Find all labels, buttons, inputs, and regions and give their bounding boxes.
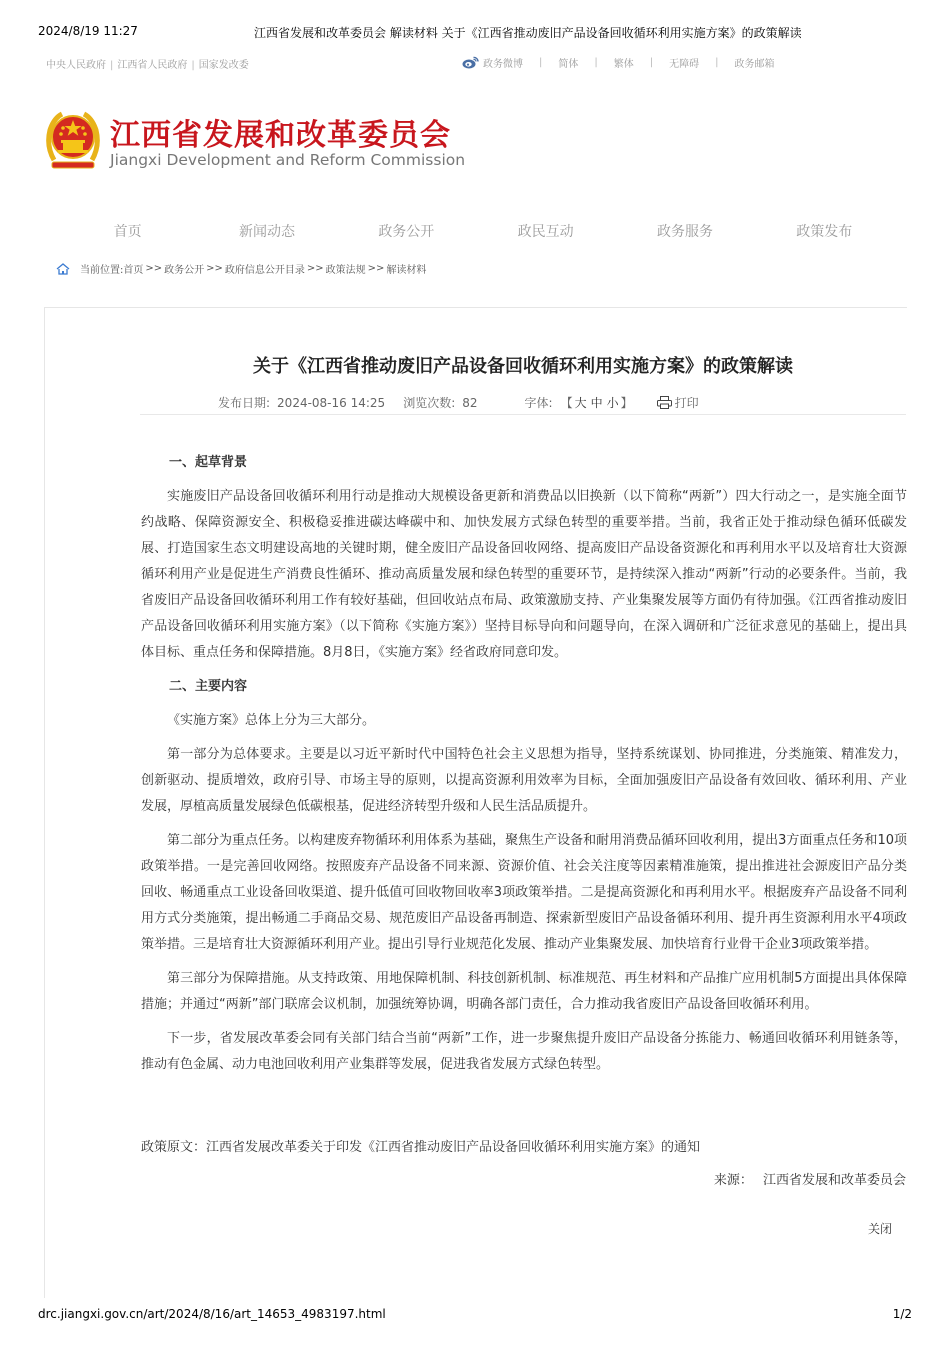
paragraph: 下一步，省发展改革委会同有关部门结合当前“两新”工作，进一步聚焦提升废旧产品设备分拣能力、畅通回收循环利用链条等，推动有色金属、动力电池回收利用产业集群等发展，促进我省发展方式绿色转型。 bbox=[141, 1031, 907, 1072]
paragraph: 实施废旧产品设备回收循环利用行动是推动大规模设备更新和消费品以旧换新（以下简称“两新”）四大行动之一，是实施全面节约战略、保障资源安全、积极稳妥推进碳达峰碳中和、加快发展方式绿色转型的重要举措。当前，我省正处于推动绿色循环低碳发展、打造国家生态文明建设高地的关键时期，健全废旧产品设备回收网络、提高废旧产品设备资源化和再利用水平以及培育壮大资源循环利用产业是促进生产消费良性循环、推动高质量发展和绿色转型的重要环节，是持续深入推动“两新”行动的必要条件。当前，我省废旧产品设备回收循环利用工作有较好基础，但回收站点布局、政策激励支持、产业集聚发展等方面仍有待加强。《江西省推动废旧产品设备回收循环利用实施方案》（以下简称《实施方案》）坚持目标导向和问题导向，在深入调研和广泛征求意见的基础上，提出具体目标、重点任务和保障措施。8月8日，《实施方案》经省政府同意印发。 bbox=[141, 489, 907, 660]
font-size-medium-button[interactable]: 中 bbox=[590, 396, 603, 410]
font-bracket-close: 】 bbox=[620, 396, 633, 410]
article-title: 关于《江西省推动废旧产品设备回收循环利用实施方案》的政策解读 bbox=[253, 356, 793, 377]
breadcrumb-home[interactable]: 首页 bbox=[123, 265, 144, 276]
font-size-label: 字体: bbox=[524, 396, 553, 410]
top-link-central-gov[interactable]: 中央人民政府 bbox=[46, 60, 106, 71]
tool-accessibility[interactable]: 无障碍 bbox=[669, 59, 700, 70]
views-count: 82 bbox=[462, 395, 478, 410]
font-size-large-button[interactable]: 大 bbox=[574, 396, 587, 410]
policy-original bbox=[141, 1136, 700, 1155]
weibo-icon bbox=[462, 56, 479, 69]
site-logo[interactable] bbox=[44, 108, 464, 178]
policy-original-label: 政策原文： bbox=[141, 1140, 207, 1155]
paragraph: 第一部分为总体要求。主要是以习近平新时代中国特色社会主义思想为指导，坚持系统谋划、协同推进，分类施策、精准发力，创新驱动、提质增效，政府引导、市场主导的原则，以提高资源利用效率为目标，全面加强废旧产品设备有效回收、循环利用、产业发展，厚植高质量发展绿色低碳根基，促进经济转型升级和人民生活品质提升。 bbox=[141, 747, 907, 814]
nav-item-news[interactable]: 新闻动态 bbox=[238, 224, 295, 240]
site-name-en: Jiangxi Development and Reform Commission bbox=[110, 151, 466, 169]
article-meta bbox=[218, 394, 699, 411]
font-bracket-open: 【 bbox=[560, 396, 573, 410]
breadcrumb-prefix: 当前位置: bbox=[80, 265, 124, 276]
top-link-ndrc[interactable]: 国家发改委 bbox=[198, 60, 249, 71]
meta-divider bbox=[140, 414, 906, 415]
paragraph: 《实施方案》总体上分为三大部分。 bbox=[167, 713, 376, 728]
paragraph: 第二部分为重点任务。以构建废弃物循环利用体系为基础，聚焦生产设备和耐用消费品循环回收利用，提出3方面重点任务和10项政策举措。一是完善回收网络。按照废弃产品设备不同来源、资源价值、社会关注度等因素精准施策，提出推进社会源废旧产品分类回收、畅通重点工业设备回收渠道、提升低值可回收物回收率3项政策举措。二是提高资源化和再利用水平。根据废弃产品设备不同利用方式分类施策，提出畅通二手商品交易、规范废旧产品设备再制造、探索新型废旧产品设备循环利用、提升再生资源利用水平4项政策举措。三是培育壮大资源循环利用产业。提出引导行业规范化发展、推动产业集聚发展、加快培育行业骨干企业3项政策举措。 bbox=[141, 833, 907, 952]
print-url: drc.jiangxi.gov.cn/art/2024/8/16/art_14653_4983197.html bbox=[38, 1307, 386, 1321]
printer-icon bbox=[657, 396, 672, 409]
nav-item-interaction[interactable]: 政民互动 bbox=[517, 224, 574, 240]
paragraph: 第三部分为保障措施。从支持政策、用地保障机制、科技创新机制、标准规范、再生材料和产品推广应用机制5方面提出具体保障措施；并通过“两新”部门联席会议机制，加强统筹协调，明确各部门责任，合力推动我省废旧产品设备回收循环利用。 bbox=[141, 971, 907, 1012]
home-icon bbox=[56, 263, 70, 275]
nav-item-gov-affairs-open[interactable]: 政务公开 bbox=[378, 224, 435, 240]
nav-item-home[interactable]: 首页 bbox=[113, 224, 142, 240]
tool-simplified[interactable]: 简体 bbox=[558, 59, 579, 70]
section-heading-main-content: 二、主要内容 bbox=[169, 679, 248, 694]
breadcrumb-info-catalog[interactable]: 政府信息公开目录 bbox=[224, 265, 305, 276]
breadcrumb-interpretation[interactable]: 解读材料 bbox=[386, 265, 427, 276]
main-nav bbox=[58, 221, 894, 241]
top-tools: 政务微博 | 简体 | 繁体 | 无障碍 | 政务邮箱 bbox=[462, 55, 775, 70]
print-button[interactable]: 打印 bbox=[657, 394, 699, 411]
nav-item-gov-services[interactable]: 政务服务 bbox=[656, 224, 713, 240]
top-link-province-gov[interactable]: 江西省人民政府 bbox=[117, 60, 188, 71]
views-label: 浏览次数: bbox=[403, 396, 456, 410]
site-name-cn: 江西省发展和改革委员会 bbox=[110, 118, 451, 153]
breadcrumb: 当前位置: 首页 >> 政务公开 >> 政府信息公开目录 >> 政策法规 >> 解读材料 bbox=[56, 261, 426, 276]
national-emblem-icon bbox=[44, 110, 102, 174]
tool-weibo[interactable]: 政务微博 bbox=[462, 55, 523, 70]
print-page-number: 1/2 bbox=[892, 1307, 912, 1321]
close-button[interactable]: 关闭 bbox=[867, 1222, 892, 1236]
source-name: 江西省发展和改革委员会 bbox=[762, 1173, 906, 1188]
publish-date-label: 发布日期: bbox=[218, 396, 271, 410]
font-size-small-button[interactable]: 小 bbox=[606, 396, 619, 410]
print-datetime: 2024/8/19 11:27 bbox=[38, 24, 138, 38]
tool-gov-mail[interactable]: 政务邮箱 bbox=[734, 59, 775, 70]
top-links: 中央人民政府 | 江西省人民政府 | 国家发改委 bbox=[46, 56, 249, 71]
section-heading-background: 一、起草背景 bbox=[169, 455, 248, 470]
nav-item-policy-release[interactable]: 政策发布 bbox=[796, 224, 853, 240]
breadcrumb-policy[interactable]: 政策法规 bbox=[325, 265, 366, 276]
publish-date: 2024-08-16 14:25 bbox=[277, 395, 386, 410]
article-body bbox=[141, 450, 907, 1078]
article-source bbox=[714, 1169, 906, 1188]
source-label: 来源： bbox=[713, 1173, 753, 1188]
policy-original-link[interactable]: 江西省发展改革委关于印发《江西省推动废旧产品设备回收循环利用实施方案》的通知 bbox=[206, 1140, 701, 1155]
print-doc-title: 江西省发展和改革委员会 解读材料 关于《江西省推动废旧产品设备回收循环利用实施方案》的政策解读 bbox=[254, 26, 802, 40]
breadcrumb-gov-affairs[interactable]: 政务公开 bbox=[164, 265, 205, 276]
tool-traditional[interactable]: 繁体 bbox=[613, 59, 634, 70]
